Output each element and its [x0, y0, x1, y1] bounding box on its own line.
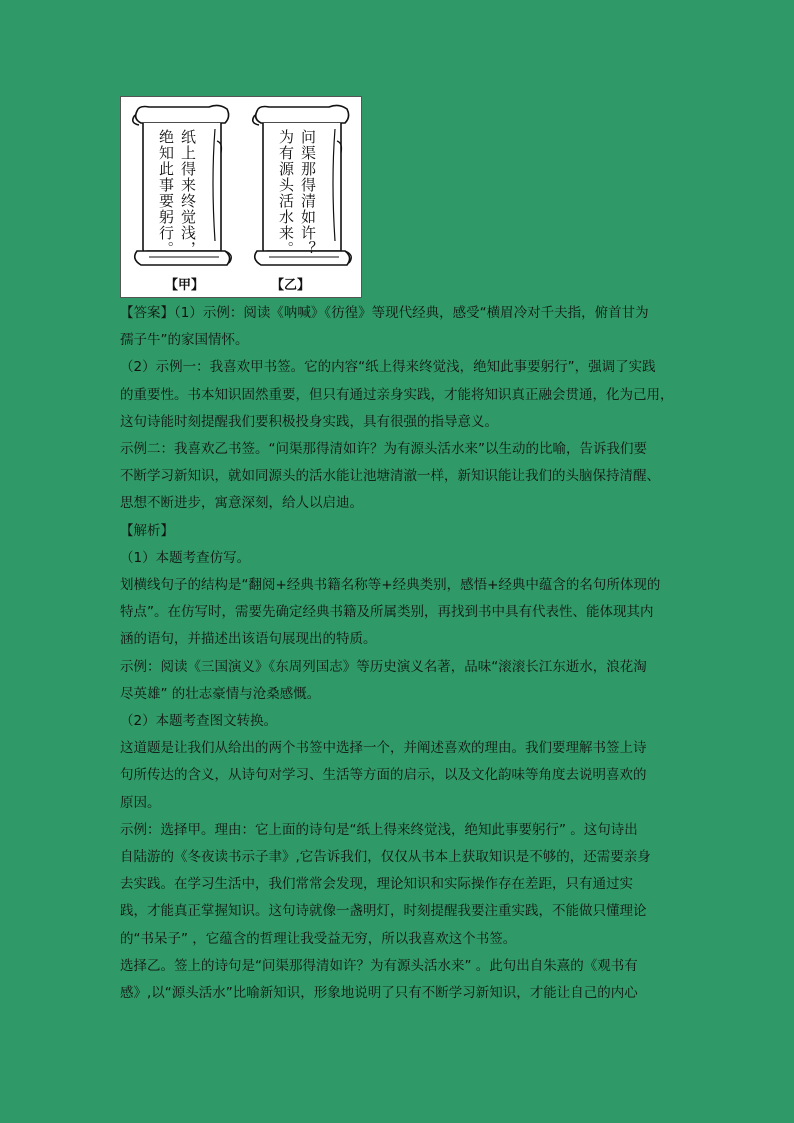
text-line: 自陆游的《冬夜读书示子聿》,它告诉我们，仅仅从书本上获取知识是不够的，还需要亲身: [120, 849, 651, 866]
text-line: 去实践。在学习生活中，我们常常会发现，理论知识和实际操作存在差距，只有通过实: [120, 876, 633, 893]
jia-poem-line-2: 绝知此事要躬行。: [157, 129, 175, 257]
text-line: 思想不断进步，寓意深刻，给人以启迪。: [120, 495, 363, 512]
scroll-yi: [249, 101, 355, 269]
yi-poem-line-2: 为有源头活水来。: [277, 129, 295, 257]
text-line: 这道题是让我们从给出的两个书签中选择一个，并阐述喜欢的理由。我们要理解书签上诗: [120, 740, 647, 757]
text-line: 不断学习新知识，就如同源头的活水能让池塘清澈一样，新知识能让我们的头脑保持清醒、: [120, 468, 660, 485]
text-line: 句所传达的含义，从诗句对学习、生活等方面的启示，以及文化韵味等角度去说明喜欢的: [120, 767, 647, 784]
text-line: 特点”。在仿写时，需要先确定经典书籍及所属类别，再找到书中具有代表性、能体现其内: [120, 604, 654, 621]
text-line: （1）本题考查仿写。: [120, 549, 251, 566]
text-line: 尽英雄” 的壮志豪情与沧桑感慨。: [120, 685, 321, 702]
text-line: 示例二：我喜欢乙书签。“问渠那得清如许？为有源头活水来”以生动的比喻，告诉我们要: [120, 441, 647, 458]
jia-poem-line-1: 纸上得来终觉浅，: [179, 129, 197, 257]
text-line: 示例：阅读《三国演义》《东周列国志》等历史演义名著，品味“滚滚长江东逝水，浪花淘: [120, 658, 647, 675]
yi-caption: 【乙】: [271, 278, 311, 293]
text-line: 示例：选择甲。理由：它上面的诗句是“纸上得来终觉浅，绝知此事要躬行” 。这句诗出: [120, 821, 638, 838]
text-line: 的“书呆子” ，它蕴含的哲理让我受益无穷，所以我喜欢这个书签。: [120, 930, 517, 947]
text-line: 涵的语句，并描述出该语句展现出的特质。: [120, 631, 377, 648]
scroll-jia: [129, 101, 235, 269]
text-line: （2）本题考查图文转换。: [120, 713, 278, 730]
text-line: （2）示例一：我喜欢甲书签。它的内容“纸上得来终觉浅，绝知此事要躬行”，强调了实践: [120, 359, 656, 376]
yi-poem-line-1: 问渠那得清如许？: [299, 129, 317, 257]
jia-caption: 【甲】: [165, 278, 205, 293]
text-line: 的重要性。书本知识固然重要，但只有通过亲身实践，才能将知识真正融会贯通，化为己用，: [120, 386, 674, 403]
answer-analysis-text: [120, 300, 685, 1007]
text-line: 这句诗能时刻提醒我们要积极投身实践，具有很强的指导意义。: [120, 413, 498, 430]
text-line: 划横线句子的结构是“翻阅+经典书籍名称等+经典类别，感悟+经典中蕴含的名句所体现的: [120, 577, 661, 594]
text-line: 【解析】: [120, 522, 174, 539]
text-line: 感》,以“源头活水”比喻新知识，形象地说明了只有不断学习新知识，才能让自己的内心: [120, 985, 638, 1002]
text-line: 孺子牛”的家国情怀。: [120, 332, 249, 349]
text-line: 【答案】（1）示例：阅读《呐喊》《彷徨》等现代经典，感受“横眉冷对千夫指，俯首甘为: [120, 305, 649, 321]
text-line: 原因。: [120, 794, 161, 811]
text-line: 选择乙。签上的诗句是“问渠那得清如许？为有源头活水来” 。此句出自朱熹的《观书有: [120, 957, 638, 974]
text-line: 践，才能真正掌握知识。这句诗就像一盏明灯，时刻提醒我要注重实践，不能做只懂理论: [120, 903, 647, 920]
bookmark-figure: [120, 96, 362, 298]
